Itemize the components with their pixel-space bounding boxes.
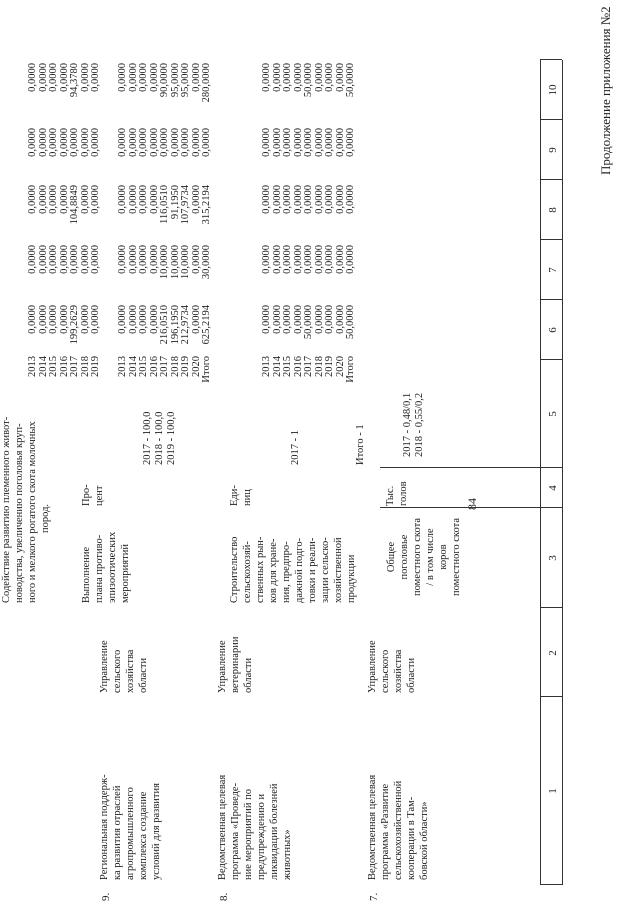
value-cell: 91,1950	[169, 185, 181, 220]
row9-executor-line: хозяйства	[125, 649, 136, 693]
value-cell: 90,0000	[159, 63, 170, 98]
value-cell: 625,2194	[201, 305, 212, 345]
value-cell: 0,0000	[292, 128, 304, 157]
value-cell: 0,0000	[69, 245, 80, 274]
row7-indicator-line: зации сельско-	[320, 537, 331, 603]
row9-indicator-line: ного и мелкого рогатого скота молочных	[27, 421, 38, 603]
value-cell: 0,0000	[345, 185, 356, 214]
year-cell: 2020	[334, 356, 346, 377]
colnum-10: 10	[547, 84, 559, 96]
value-cell: 0,0000	[201, 128, 212, 157]
value-cell: 0,0000	[271, 245, 283, 274]
value-cell: 0,0000	[58, 305, 70, 334]
row7-indicator	[228, 511, 358, 603]
row9-executor-line: Управление	[99, 640, 110, 693]
value-cell: 0,0000	[271, 185, 283, 214]
row8-executor-line: Управление	[217, 640, 228, 693]
row9-col8	[28, 185, 102, 235]
row7-program-line: кооперации в Там-	[406, 796, 417, 880]
value-cell: 0,0000	[313, 128, 325, 157]
value-cell: 94,3780	[69, 63, 80, 98]
row8-unit-line: цент	[94, 485, 105, 506]
row8-executor-line: ветеринарии	[230, 636, 241, 693]
value-cell: 0,0000	[282, 185, 293, 214]
row8-executor	[216, 609, 255, 693]
row7-program-line: Ведомственная целевая	[367, 774, 378, 880]
value-cell: 0,0000	[292, 245, 304, 274]
row8-program-line: предупреждению и	[256, 793, 267, 880]
year-cell: 2014	[127, 356, 139, 377]
row7-unit-line: ниц	[242, 489, 253, 506]
value-cell: 0,0000	[292, 185, 304, 214]
year-cell: 2016	[58, 356, 70, 377]
row9-program-name	[98, 700, 163, 880]
row7-col7	[262, 245, 357, 293]
value-cell: 0,0000	[79, 305, 91, 334]
value-cell: 0,0000	[117, 128, 128, 157]
row8-col10	[118, 63, 213, 115]
year-cell: 2020	[190, 356, 202, 377]
value-cell: 10,0000	[180, 245, 191, 280]
value-cell: 0,0000	[127, 305, 139, 334]
header-cont-col3-line: поместного скота	[451, 518, 462, 596]
value-cell: 0,0000	[261, 305, 272, 334]
row7-executor-line: Управление	[367, 640, 378, 693]
row7-executor-line: области	[406, 657, 417, 693]
value-cell: 199,2629	[69, 305, 80, 345]
value-cell: 0,0000	[324, 63, 335, 92]
header-cont-col5	[402, 387, 426, 457]
value-cell: 0,0000	[148, 305, 160, 334]
value-cell: 50,0000	[303, 305, 314, 340]
row7-indicator-line: ственных рын-	[255, 536, 266, 603]
value-cell: 0,0000	[345, 128, 356, 157]
value-cell: 0,0000	[261, 245, 272, 274]
value-cell: 0,0000	[313, 185, 325, 214]
value-cell: 0,0000	[27, 185, 38, 214]
row7-program-name	[366, 700, 431, 880]
row7-executor-line: хозяйства	[393, 649, 404, 693]
value-cell: 0,0000	[313, 63, 325, 92]
row9-executor-line: области	[138, 657, 149, 693]
value-cell: 0,0000	[48, 245, 59, 274]
year-cell: 2013	[261, 356, 272, 377]
value-cell: 0,0000	[261, 185, 272, 214]
value-cell: 0,0000	[334, 128, 346, 157]
year-cell: 2016	[148, 356, 160, 377]
row7-executor	[366, 609, 418, 693]
row8-program-line: Ведомственная целевая	[217, 774, 228, 880]
value-cell: 0,0000	[90, 245, 101, 274]
row7-target-1: 2017 - 1	[290, 430, 301, 465]
colnum-5: 5	[547, 411, 559, 417]
value-cell: 0,0000	[79, 63, 91, 92]
row8-target-line: 2017 - 100,0	[142, 411, 153, 465]
value-cell: 0,0000	[37, 305, 49, 334]
value-cell: 0,0000	[324, 305, 335, 334]
row7-indicator-line: дажной подго-	[294, 537, 305, 603]
row7-program-line: сельскохозяйственной	[393, 780, 404, 880]
value-cell: 0,0000	[313, 245, 325, 274]
value-cell: 0,0000	[48, 63, 59, 92]
value-cell: 0,0000	[127, 63, 139, 92]
value-cell: 0,0000	[58, 185, 70, 214]
value-cell: 0,0000	[282, 305, 293, 334]
year-cell: 2017	[303, 356, 314, 377]
row9-indicator-line: новодства, увеличению поголовья круп-	[14, 423, 25, 603]
row7-col8	[262, 185, 357, 235]
value-cell: 0,0000	[303, 128, 314, 157]
row7-col9	[262, 128, 357, 176]
value-cell: 0,0000	[190, 63, 202, 92]
colnum-4: 4	[547, 485, 559, 491]
row8-unit-line: Про-	[81, 484, 92, 506]
value-cell: 0,0000	[127, 128, 139, 157]
row7-indicator-line: сельскохозяй-	[242, 541, 253, 603]
value-cell: 0,0000	[48, 305, 59, 334]
value-cell: 0,0000	[27, 128, 38, 157]
value-cell: 212,9734	[180, 305, 191, 345]
value-cell: 0,0000	[79, 128, 91, 157]
row7-indicator-line: хозяйственной	[333, 537, 344, 603]
row9-indicator-line: Содействие развитию племенного живот-	[1, 416, 12, 603]
year-cell: 2019	[90, 356, 101, 377]
value-cell: 0,0000	[90, 185, 101, 214]
row9-executor	[98, 609, 150, 693]
row8-indicator-line: плана противо-	[94, 534, 105, 603]
value-cell: 0,0000	[169, 128, 181, 157]
value-cell: 0,0000	[117, 305, 128, 334]
value-cell: 0,0000	[334, 245, 346, 274]
value-cell: 0,0000	[69, 128, 80, 157]
row7-col6	[262, 305, 357, 355]
row8-targets	[142, 385, 178, 465]
row7-program-line: программа «Развитие	[380, 783, 391, 880]
page-number: 84	[465, 498, 479, 510]
header-cont-col3-line: поголовье	[399, 534, 410, 580]
row9-program-line: Региональная поддерж-	[99, 774, 110, 880]
row9-col9	[28, 128, 102, 176]
value-cell: 0,0000	[334, 63, 346, 92]
value-cell: 50,0000	[303, 63, 314, 98]
year-cell: 2018	[313, 356, 325, 377]
value-cell: 0,0000	[148, 128, 160, 157]
value-cell: 0,0000	[117, 245, 128, 274]
colnum-7: 7	[547, 267, 559, 273]
value-cell: 0,0000	[90, 305, 101, 334]
value-cell: 0,0000	[190, 185, 202, 214]
year-cell: 2014	[271, 356, 283, 377]
value-cell: 0,0000	[148, 185, 160, 214]
row7-program-line: бовской области»	[419, 801, 430, 880]
row-number: 7.	[368, 892, 380, 901]
row9-program-line: ка развития отраслей	[112, 785, 123, 880]
year-cell: 2019	[324, 356, 335, 377]
row9-program-line: агропромышленного	[125, 787, 136, 880]
colnum-2: 2	[547, 650, 559, 656]
value-cell: 95,0000	[180, 63, 191, 98]
row8-indicator-line: мероприятий	[120, 544, 131, 603]
row7-indicator-line: продукции	[346, 554, 357, 603]
row8-col8	[118, 185, 213, 235]
value-cell: 0,0000	[37, 245, 49, 274]
value-cell: 50,0000	[345, 63, 356, 98]
value-cell: 116,0510	[159, 185, 170, 224]
year-cell: 2013	[117, 356, 128, 377]
header-cont-col5-line: 2018 - 0,55/0,2	[414, 392, 425, 457]
row9-col7	[28, 245, 102, 293]
value-cell: 0,0000	[282, 245, 293, 274]
value-cell: 0,0000	[190, 305, 202, 334]
value-cell: 104,8849	[69, 185, 80, 225]
value-cell: 0,0000	[117, 63, 128, 92]
value-cell: 0,0000	[27, 245, 38, 274]
value-cell: 10,0000	[169, 245, 181, 280]
value-cell: 0,0000	[117, 185, 128, 214]
year-cell: 2016	[292, 356, 304, 377]
row9-years	[28, 356, 102, 386]
header-cont-col3-line: Общее	[386, 541, 397, 573]
header-cont-col3-line: коров	[438, 544, 449, 570]
row9-program-line: условий для развития	[151, 783, 162, 880]
value-cell: 0,0000	[261, 63, 272, 92]
row8-col7	[118, 245, 213, 293]
row8-program-line: ликвидации болезней	[269, 783, 280, 880]
value-cell: 0,0000	[334, 185, 346, 214]
value-cell: 196,1950	[169, 305, 181, 345]
row8-program-line: программа «Проведе-	[230, 782, 241, 880]
value-cell: 0,0000	[334, 305, 346, 334]
header-cont-col3-line: / в том числе	[425, 528, 436, 586]
value-cell: 0,0000	[37, 128, 49, 157]
colnum-8: 8	[547, 207, 559, 213]
value-cell: 0,0000	[27, 63, 38, 92]
header-cont-col3	[385, 511, 463, 603]
value-cell: 0,0000	[138, 128, 149, 157]
year-cell: 2018	[79, 356, 91, 377]
value-cell: 0,0000	[271, 128, 283, 157]
year-cell: 2018	[169, 356, 181, 377]
colnum-3: 3	[547, 555, 559, 561]
value-cell: 0,0000	[271, 305, 283, 334]
value-cell: 0,0000	[48, 185, 59, 214]
year-cell: 2015	[282, 356, 293, 377]
row7-target-total: Итого - 1	[355, 424, 366, 465]
header-cont-col4-line: голов	[398, 481, 409, 506]
row7-indicator-line: ния, предпро-	[281, 541, 292, 603]
value-cell: 0,0000	[303, 185, 314, 214]
header-cont-col3-line: поместного скота	[412, 518, 423, 596]
row8-unit	[80, 471, 106, 506]
colnum-1: 1	[547, 788, 559, 794]
value-cell: 0,0000	[148, 63, 160, 92]
value-cell: 0,0000	[127, 185, 139, 214]
row7-unit	[228, 471, 254, 506]
value-cell: 0,0000	[127, 245, 139, 274]
value-cell: 315,2194	[201, 185, 212, 225]
colnum-9: 9	[547, 147, 559, 153]
value-cell: 0,0000	[261, 128, 272, 157]
row7-years	[262, 356, 357, 386]
value-cell: 0,0000	[282, 63, 293, 92]
value-cell: 0,0000	[27, 305, 38, 334]
value-cell: 0,0000	[37, 63, 49, 92]
year-cell: 2015	[48, 356, 59, 377]
row-number: 8.	[218, 892, 230, 901]
value-cell: 0,0000	[48, 128, 59, 157]
value-cell: 107,9734	[180, 185, 191, 225]
year-cell: 2019	[180, 356, 191, 377]
value-cell: 0,0000	[138, 245, 149, 274]
year-cell: 2013	[27, 356, 38, 377]
value-cell: 0,0000	[190, 128, 202, 157]
value-cell: 0,0000	[271, 63, 283, 92]
row-number: 9.	[100, 892, 112, 901]
value-cell: 0,0000	[58, 245, 70, 274]
value-cell: 280,0000	[201, 63, 212, 103]
continuation-title: Продолжение приложения №2	[598, 6, 613, 175]
row8-target-line: 2018 - 100,0	[154, 411, 165, 465]
value-cell: 0,0000	[58, 63, 70, 92]
value-cell: 0,0000	[292, 305, 304, 334]
year-cell: Итого	[345, 356, 356, 383]
value-cell: 0,0000	[180, 128, 191, 157]
row8-col6	[118, 305, 213, 355]
value-cell: 0,0000	[282, 128, 293, 157]
value-cell: 0,0000	[324, 185, 335, 214]
row9-executor-line: сельского	[112, 649, 123, 693]
year-cell: 2017	[69, 356, 80, 377]
value-cell: 0,0000	[138, 185, 149, 214]
row7-col10	[262, 63, 357, 115]
colnum-6: 6	[547, 327, 559, 333]
value-cell: 0,0000	[138, 63, 149, 92]
year-cell: 2017	[159, 356, 170, 377]
value-cell: 0,0000	[79, 185, 91, 214]
value-cell: 30,0000	[201, 245, 212, 280]
row9-program-line: комплекса создание	[138, 791, 149, 880]
value-cell: 0,0000	[190, 245, 202, 274]
value-cell: 95,0000	[169, 63, 181, 98]
value-cell: 216,0510	[159, 305, 170, 345]
row8-target-line: 2019 - 100,0	[166, 411, 177, 465]
row8-indicator-line: Выполнение	[81, 546, 92, 603]
year-cell: Итого	[201, 356, 212, 383]
row9-col6	[28, 305, 102, 355]
row8-col9	[118, 128, 213, 176]
row7-unit-line: Еди-	[229, 485, 240, 506]
value-cell: 0,0000	[313, 305, 325, 334]
value-cell: 0,0000	[159, 128, 170, 157]
value-cell: 0,0000	[324, 245, 335, 274]
row7-indicator-line: ков для хране-	[268, 538, 279, 603]
row8-program-line: ние мероприятий по	[243, 789, 254, 880]
value-cell: 0,0000	[90, 63, 101, 92]
year-cell: 2015	[138, 356, 149, 377]
value-cell: 0,0000	[303, 245, 314, 274]
header-cont-col4	[384, 471, 410, 506]
header-cont-col5-line: 2017 - 0,48/0,1	[402, 392, 413, 457]
value-cell: 0,0000	[37, 185, 49, 214]
value-cell: 0,0000	[324, 128, 335, 157]
row7-indicator-line: Строительство	[229, 536, 240, 603]
row7-executor-line: сельского	[380, 649, 391, 693]
value-cell: 0,0000	[292, 63, 304, 92]
header-cont-col4-line: Тыс.	[385, 485, 396, 506]
row8-indicator	[80, 511, 132, 603]
row9-indicator-line: пород.	[40, 503, 51, 533]
row9-col10	[28, 63, 102, 115]
row7-indicator-line: товки и реали-	[307, 537, 318, 603]
value-cell: 0,0000	[345, 245, 356, 274]
row8-years	[118, 356, 213, 386]
value-cell: 50,0000	[345, 305, 356, 340]
value-cell: 0,0000	[148, 245, 160, 274]
year-cell: 2014	[37, 356, 49, 377]
row9-indicator	[0, 358, 52, 603]
row8-executor-line: области	[243, 657, 254, 693]
row8-indicator-line: эпизоотических	[107, 531, 118, 603]
row8-program-line: животных»	[282, 829, 293, 880]
value-cell: 0,0000	[138, 305, 149, 334]
value-cell: 0,0000	[79, 245, 91, 274]
row8-program-name	[216, 700, 294, 880]
value-cell: 0,0000	[58, 128, 70, 157]
value-cell: 10,0000	[159, 245, 170, 280]
value-cell: 0,0000	[90, 128, 101, 157]
